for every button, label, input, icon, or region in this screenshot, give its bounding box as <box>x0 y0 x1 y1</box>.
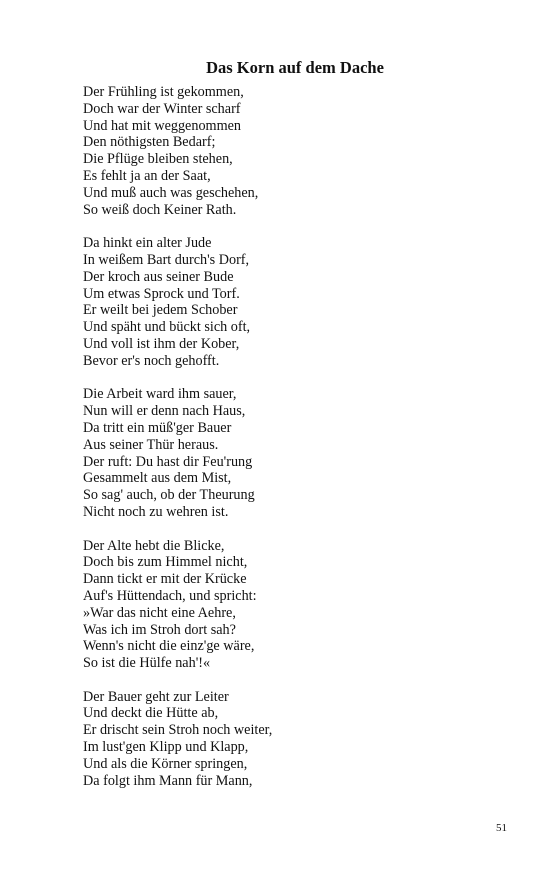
poem-line: So weiß doch Keiner Rath. <box>83 201 237 218</box>
poem-title: Das Korn auf dem Dache <box>206 58 384 77</box>
poem-line: Der ruft: Du hast dir Feu'rung <box>83 453 253 470</box>
poem-line: Und deckt die Hütte ab, <box>83 705 219 722</box>
poem-line: Nicht noch zu wehren ist. <box>83 503 229 520</box>
poem-line: Um etwas Sprock und Torf. <box>83 285 240 302</box>
poem-line: »War das nicht eine Aehre, <box>83 604 236 621</box>
poem-line: Der Alte hebt die Blicke, <box>83 537 225 554</box>
poem-line: So ist die Hülfe nah'!« <box>83 655 211 672</box>
stanza-4 <box>83 538 523 672</box>
poem-line: Nun will er denn nach Haus, <box>83 403 246 420</box>
poem-line: Die Arbeit ward ihm sauer, <box>83 386 237 403</box>
poem-line: Er drischt sein Stroh noch weiter, <box>83 722 273 739</box>
poem-line: Und hat mit weggenommen <box>83 117 242 134</box>
poem-line: Gesammelt aus dem Mist, <box>83 470 232 487</box>
poem-line: Wenn's nicht die einz'ge wäre, <box>83 638 255 655</box>
stanza-1 <box>83 84 523 218</box>
poem-line: Es fehlt ja an der Saat, <box>83 167 211 184</box>
stanza-5 <box>83 689 523 790</box>
poem-line: Der Frühling ist gekommen, <box>83 84 244 100</box>
poem-line: Und muß auch was geschehen, <box>83 184 259 201</box>
poem-line: Doch bis zum Himmel nicht, <box>83 554 248 571</box>
stanza-2 <box>83 235 523 369</box>
poem-line: Aus seiner Thür heraus. <box>83 436 219 453</box>
poem-line: Dann tickt er mit der Krücke <box>83 571 247 588</box>
poem-line: Da tritt ein müß'ger Bauer <box>83 419 232 436</box>
poem-line: Auf's Hüttendach, und spricht: <box>83 587 257 604</box>
poem-line: Und als die Körner springen, <box>83 755 248 772</box>
poem-line: Und späht und bückt sich oft, <box>83 319 251 336</box>
poem-line: Da folgt ihm Mann für Mann, <box>83 772 253 789</box>
poem-line: Da hinkt ein alter Jude <box>83 235 212 252</box>
poem-line: Den nöthigsten Bedarf; <box>83 134 216 151</box>
poem-line: Doch war der Winter scharf <box>83 100 241 117</box>
poem-body <box>83 84 523 806</box>
poem-line: Der Bauer geht zur Leiter <box>83 688 229 705</box>
poem-line: Im lust'gen Klipp und Klapp, <box>83 739 249 756</box>
poem-line: So sag' auch, ob der Theurung <box>83 487 255 504</box>
page-number: 51 <box>496 822 507 834</box>
poem-line: Bevor er's noch gehofft. <box>83 352 220 369</box>
poem-line: Er weilt bei jedem Schober <box>83 302 238 319</box>
poem-line: In weißem Bart durch's Dorf, <box>83 251 250 268</box>
poem-line: Der kroch aus seiner Bude <box>83 268 234 285</box>
stanza-3 <box>83 386 523 520</box>
poem-line: Was ich im Stroh dort sah? <box>83 621 236 638</box>
poem-line: Die Pflüge bleiben stehen, <box>83 151 233 168</box>
poem-line: Und voll ist ihm der Kober, <box>83 335 240 352</box>
